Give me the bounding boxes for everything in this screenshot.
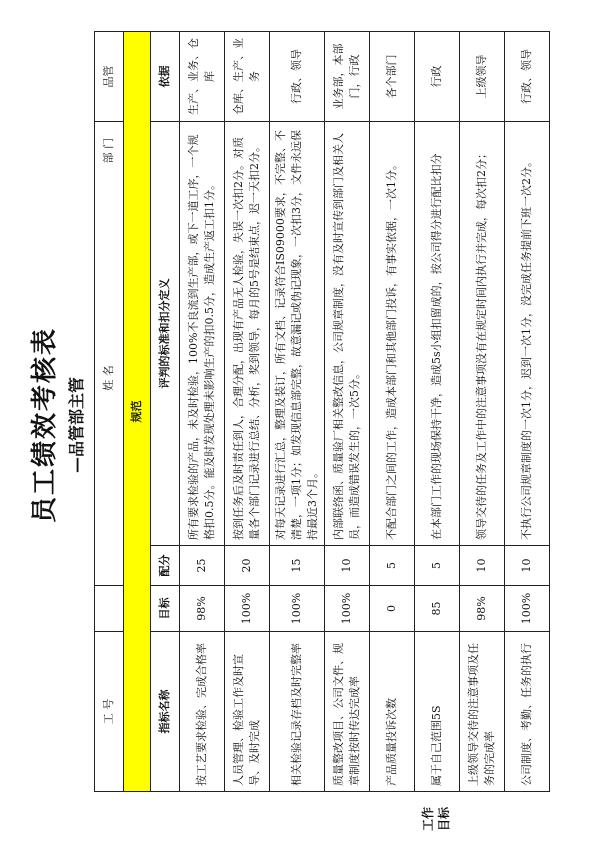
cell-target: 85: [415, 586, 460, 632]
table-row: [370, 32, 415, 792]
table-row: [460, 32, 505, 792]
cell-basis: 各个部门: [370, 32, 415, 122]
cell-target: 100%: [225, 586, 270, 632]
table-row: [505, 32, 550, 792]
col-target-header: 目标: [151, 586, 180, 632]
cell-score: 10: [505, 546, 550, 586]
dept-label: 部 门: [102, 137, 115, 164]
cell-score: 5: [415, 546, 460, 586]
cell-score: 15: [270, 546, 325, 586]
cell-criteria: 按到任务后及时责任到人，合理分配，出现有产品无人检验，失误一次扣2分。对质量各个部门记录进行总结、分析，奖到领导，每月的5号是结束点，迟一天扣2分。: [225, 122, 270, 546]
cell-basis: 生产、业务、仓库: [180, 32, 225, 122]
table-row: [180, 32, 225, 792]
cell-name: 按工艺要求检验、完成合格率: [180, 632, 225, 792]
cell-criteria: 领导交待的任务及工作中的注意事项没有在规定时间内执行并完成，每次扣2分；: [460, 122, 505, 546]
page-subtitle: —品管部主管: [67, 377, 86, 474]
cell-score: 25: [180, 546, 225, 586]
cell-target: 98%: [180, 586, 225, 632]
cell-basis: 仓库、生产、业务: [225, 32, 270, 122]
cell-basis: 上级领导: [460, 32, 505, 122]
cell-name: 公司制度、考勤、任务的执行: [505, 632, 550, 792]
table-row: [325, 32, 370, 792]
cell-target: 100%: [505, 586, 550, 632]
table-row: [415, 32, 460, 792]
cell-score: 10: [460, 546, 505, 586]
table-row: [270, 32, 325, 792]
work-no-label: 工 号: [95, 632, 124, 792]
cell-name: 属于自己范围5S: [415, 632, 460, 792]
section-label: 规范: [124, 32, 151, 792]
cell-name: 质量整改项目、公司文件、规章制度按时传达完成率: [325, 632, 370, 792]
section-row: [124, 32, 151, 792]
col-basis-header: 依据: [151, 32, 180, 122]
cell-target: 100%: [270, 586, 325, 632]
page-title: 员工绩效考核表: [30, 327, 60, 524]
name-label: 姓 名: [102, 365, 115, 391]
cell-target: 98%: [460, 586, 505, 632]
cell-criteria: 所有要求检验的产品，未及时检验，100%不良流到生产部，或下一道工序，一个规格扣0.5分。能及时发现处理未影响生产的扣0.5分，造成生产返工扣1分。: [180, 122, 225, 546]
cell-score: 5: [370, 546, 415, 586]
cell-score: 20: [225, 546, 270, 586]
col-score-header: 配分: [151, 546, 180, 586]
cell-score: 10: [325, 546, 370, 586]
cell-criteria: 在本部门工作的现场保持干净，造成5s小组扣留成的，按公司得分进行配比扣分: [415, 122, 460, 546]
cell-criteria: 对每天记录进行汇总，整理及装订，所有文档、记录符合IS09000要求，不完整、不清楚，一项1分；如发现信息部完整，故意漏记或伪记现象，一次扣3分，文件永远保持最近3个月。: [270, 122, 325, 546]
cell-criteria: 不配合部门之间的工作，造成本部门和其他部门投诉，有事实依据，一次1分。: [370, 122, 415, 546]
col-criteria-header: 评判的标准和扣分定义: [151, 122, 180, 546]
side-label-work-goal: 工作目标: [421, 807, 451, 832]
cell-target: 0: [370, 586, 415, 632]
col-name-header: 指标名称: [151, 632, 180, 792]
header-row: [95, 32, 124, 792]
column-header-row: [151, 32, 180, 792]
cell-name: 相关检验记录存档及时完整率: [270, 632, 325, 792]
cell-basis: 行政: [415, 32, 460, 122]
cell-target: 100%: [325, 586, 370, 632]
cell-name: 人员管理、检验工作及时宣导、及时完成: [225, 632, 270, 792]
table-row: [225, 32, 270, 792]
cell-name: 产品质量投诉次数: [370, 632, 415, 792]
cell-criteria: 内部联络函、质量验厂相关整改信息，公司规章制度，没有及时宣传到部门及相关人员，而造成错误发生的，一次5分。: [325, 122, 370, 546]
work-no-value[interactable]: [95, 586, 124, 632]
evaluation-table: [94, 31, 550, 792]
cell-basis: 行政、领导: [270, 32, 325, 122]
cell-basis: 行政、领导: [505, 32, 550, 122]
cell-name: 上级领导交待的注意事项及任务的完成率: [460, 632, 505, 792]
dept-value: 品管: [95, 32, 124, 122]
cell-criteria: 不执行公司规章制度的一次1分，迟到一次1分，没完成任务提前下班一次2分。: [505, 122, 550, 546]
cell-basis: 业务部，本部门，行政: [325, 32, 370, 122]
name-label-cell: [95, 122, 124, 586]
